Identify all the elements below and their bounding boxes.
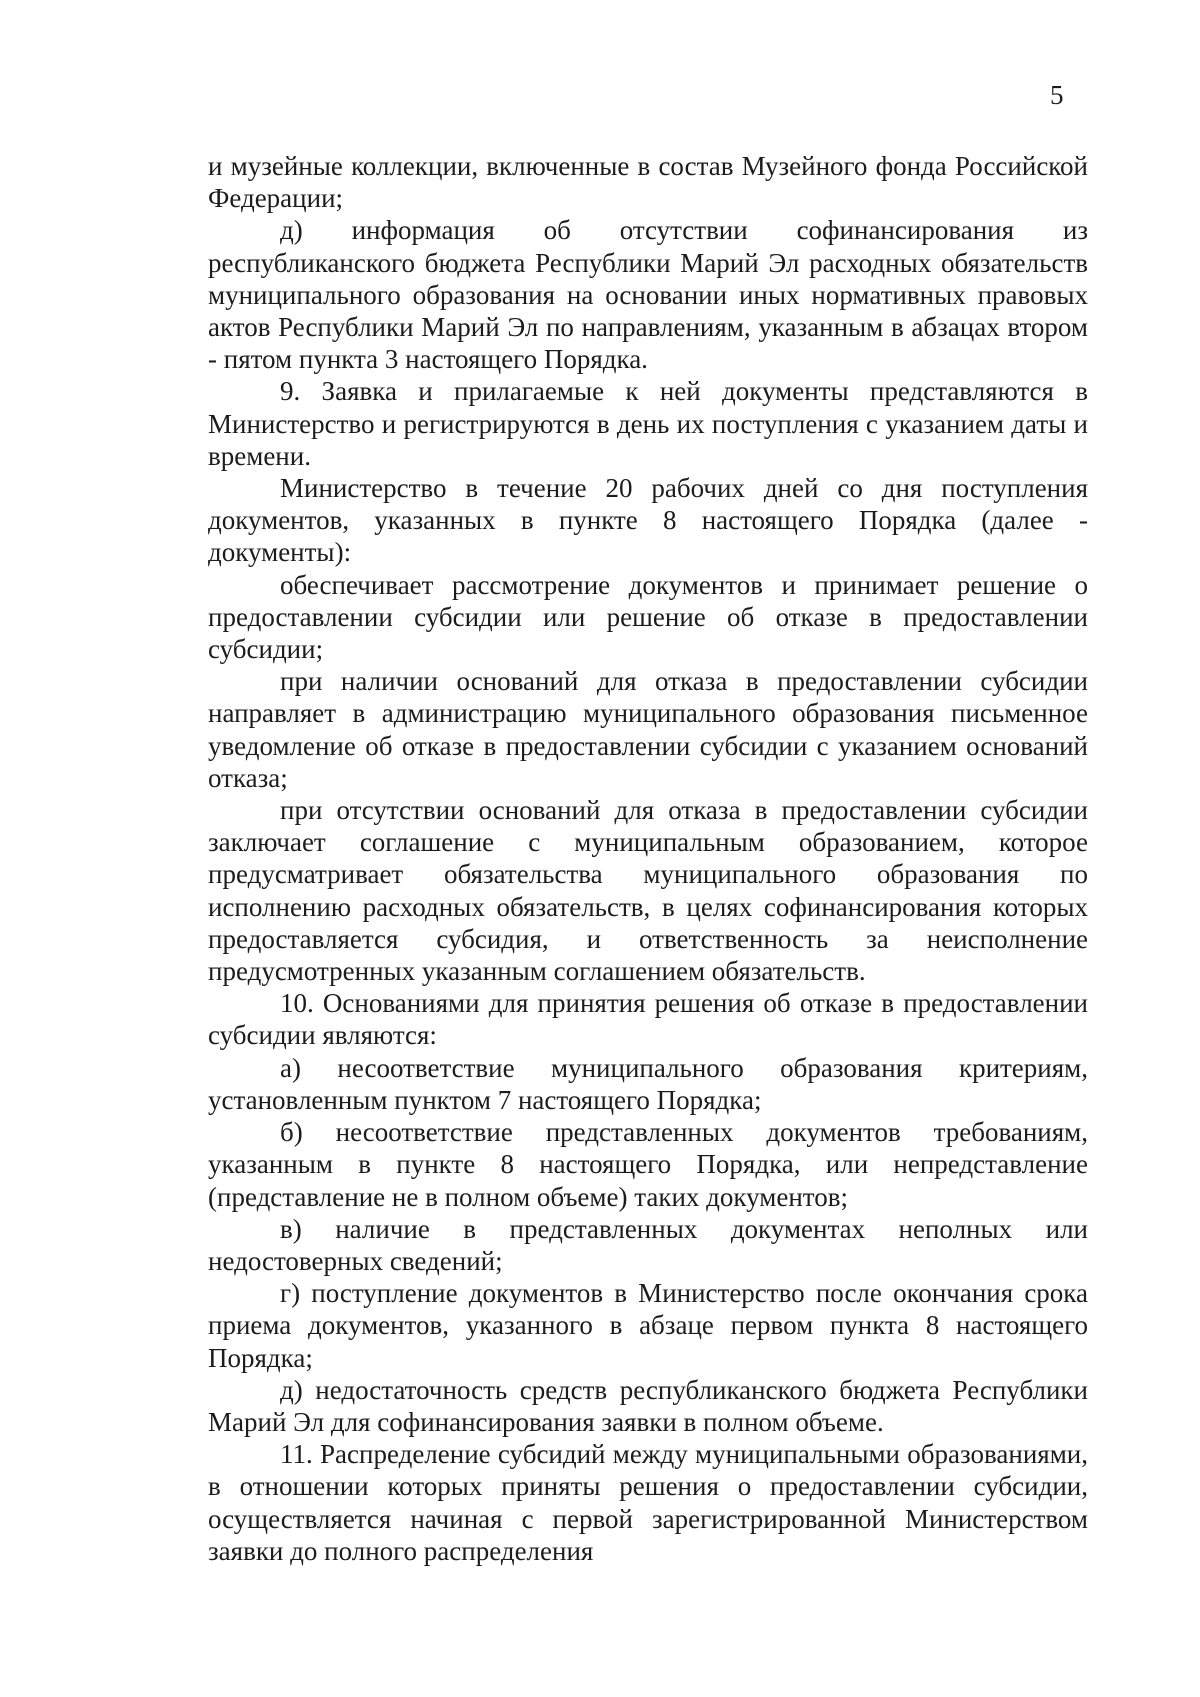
paragraph-item-d-cofinancing: д) информация об отсутствии софинансирования из республиканского бюджета Республики Марий Эл расходных обязательств муниципального образования на основании иных нормативных правовых актов Республики Марий Эл по направлениям, указанным в абзацах втором - пятом пункта 3 настоящего Порядка. (208, 215, 1088, 375)
paragraph-clause-11: 11. Распределение субсидий между муниципальными образованиями, в отношении которых приняты решения о предоставлении субсидии, осуществляется начиная с первой зарегистрированной Министерством заявки до полного распределения (208, 1439, 1088, 1566)
paragraph-item-g: г) поступление документов в Министерство после окончания срока приема документов, указанного в абзаце первом пункта 8 настоящего Порядка; (208, 1278, 1088, 1373)
paragraph-clause-10: 10. Основаниями для принятия решения об отказе в предоставлении субсидии являются: (208, 988, 1088, 1051)
paragraph-museum-collections: и музейные коллекции, включенные в состав Музейного фонда Российской Федерации; (208, 151, 1088, 214)
paragraph-agreement: при отсутствии оснований для отказа в предоставлении субсидии заключает соглашение с муниципальным образованием, которое предусматривает обязательства муниципального образования по исполнению расходных обязательств, в целях софинансирования которых предоставляется субсидия, и ответственность за неисполнение предусмотренных указанным соглашением обязательств. (208, 795, 1088, 987)
paragraph-item-v: в) наличие в представленных документах неполных или недостоверных сведений; (208, 1213, 1088, 1276)
paragraph-ensures-review: обеспечивает рассмотрение документов и принимает решение о предоставлении субсидии или решение об отказе в предоставлении субсидии; (208, 569, 1088, 665)
paragraph-clause-9: 9. Заявка и прилагаемые к ней документы представляются в Министерство и регистрируются в день их поступления с указанием даты и времени. (208, 376, 1088, 471)
paragraph-ministry-20-days: Министерство в течение 20 рабочих дней со дня поступления документов, указанных в пункте 8 настоящего Порядка (далее - документы): (208, 473, 1088, 568)
page-number: 5 (1050, 80, 1064, 110)
paragraph-refusal-notice: при наличии оснований для отказа в предоставлении субсидии направляет в администрацию муниципального образования письменное уведомление об отказе в предоставлении субсидии с указанием оснований отказа; (208, 666, 1088, 793)
paragraph-item-a: а) несоответствие муниципального образования критериям, установленным пунктом 7 настоящего Порядка; (208, 1052, 1088, 1115)
paragraph-item-b: б) несоответствие представленных документов требованиям, указанным в пункте 8 настоящего Порядка, или непредставление (представление не в полном объеме) таких документов; (208, 1117, 1088, 1212)
paragraph-item-d-insufficiency: д) недостаточность средств республиканского бюджета Республики Марий Эл для софинансирования заявки в полном объеме. (208, 1374, 1088, 1437)
document-body (208, 150, 1088, 1567)
